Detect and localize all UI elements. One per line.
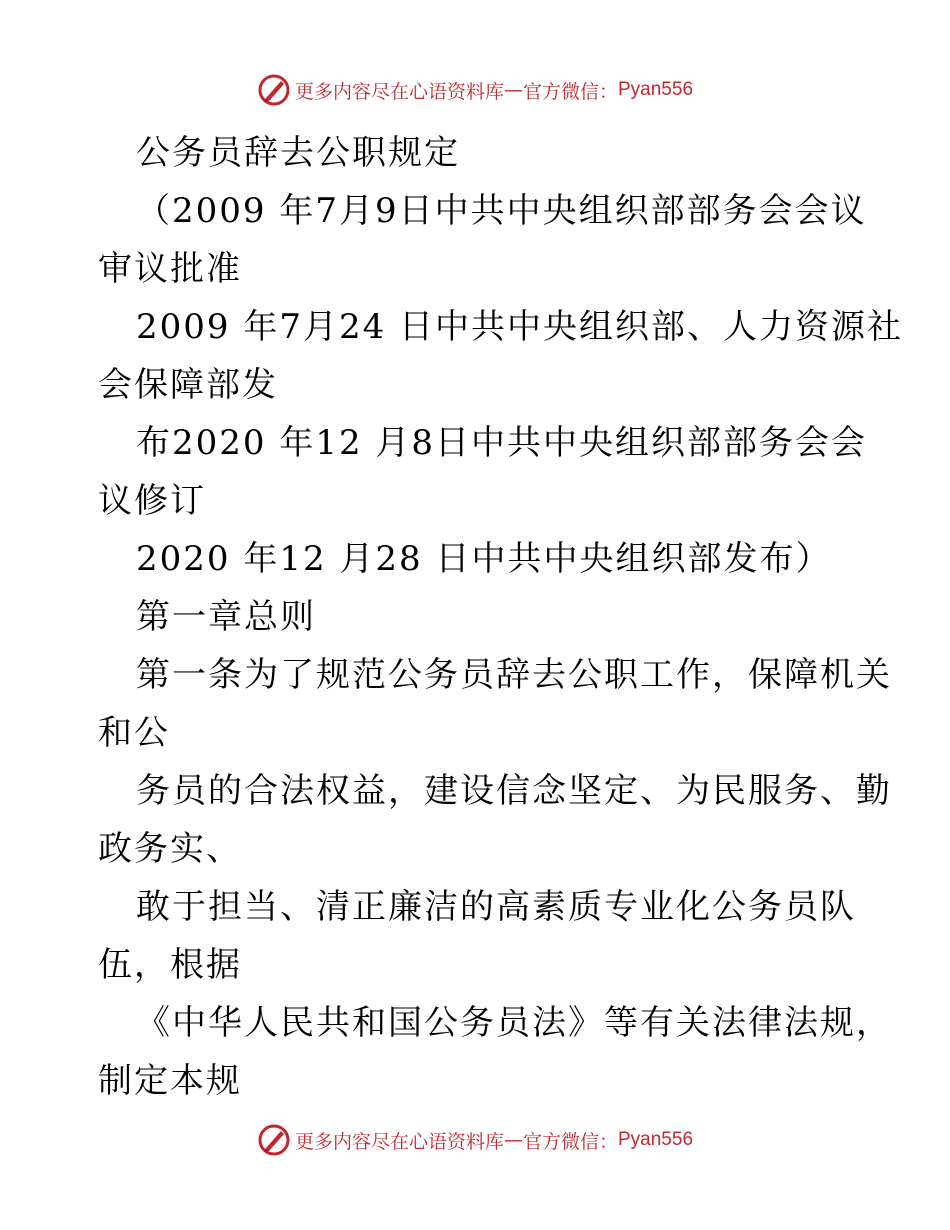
document-title: 公务员辞去公职规定 xyxy=(136,133,460,173)
banner-wechat-handle: Pyan556 xyxy=(618,79,694,100)
text-line: 伍，根据 xyxy=(98,945,242,985)
header-banner xyxy=(0,70,950,110)
pen-logo-icon xyxy=(257,1123,291,1157)
text-line: 第一条为了规范公务员辞去公职工作，保障机关 xyxy=(136,655,892,695)
text-line: 政务实、 xyxy=(98,829,242,869)
banner-text: 更多内容尽在心语资料库 xyxy=(294,80,504,103)
document-body xyxy=(98,124,904,1110)
banner-wechat-label: 官方微信： xyxy=(522,80,618,103)
banner-wechat-handle: Pyan556 xyxy=(618,1129,694,1150)
text-line: 审议批准 xyxy=(98,249,242,289)
banner-separator: — xyxy=(503,1129,523,1151)
text-line: 议修订 xyxy=(98,481,206,521)
pen-logo-icon xyxy=(257,73,291,107)
text-line: 务员的合法权益，建设信念坚定、为民服务、勤 xyxy=(136,771,892,811)
text-line: 布2020 年12 月8日中共中央组织部部务会会 xyxy=(136,423,868,463)
text-line: （2009 年7月9日中共中央组织部部务会会议 xyxy=(136,191,867,231)
text-line: 会保障部发 xyxy=(98,365,278,405)
text-line: 《中华人民共和国公务员法》等有关法律法规， xyxy=(136,1003,892,1043)
banner-text: 更多内容尽在心语资料库 xyxy=(294,1130,504,1153)
footer-banner xyxy=(0,1120,950,1160)
text-line: 和公 xyxy=(98,713,170,753)
chapter-heading: 第一章总则 xyxy=(136,597,316,637)
banner-separator: — xyxy=(503,79,523,101)
text-line: 2020 年12 月28 日中共中央组织部发布） xyxy=(136,539,832,579)
banner-wechat-label: 官方微信： xyxy=(522,1130,618,1153)
text-line: 2009 年7月24 日中共中央组织部、人力资源社 xyxy=(136,307,904,347)
text-line: 制定本规 xyxy=(98,1061,242,1101)
text-line: 敢于担当、清正廉洁的高素质专业化公务员队 xyxy=(136,887,856,927)
